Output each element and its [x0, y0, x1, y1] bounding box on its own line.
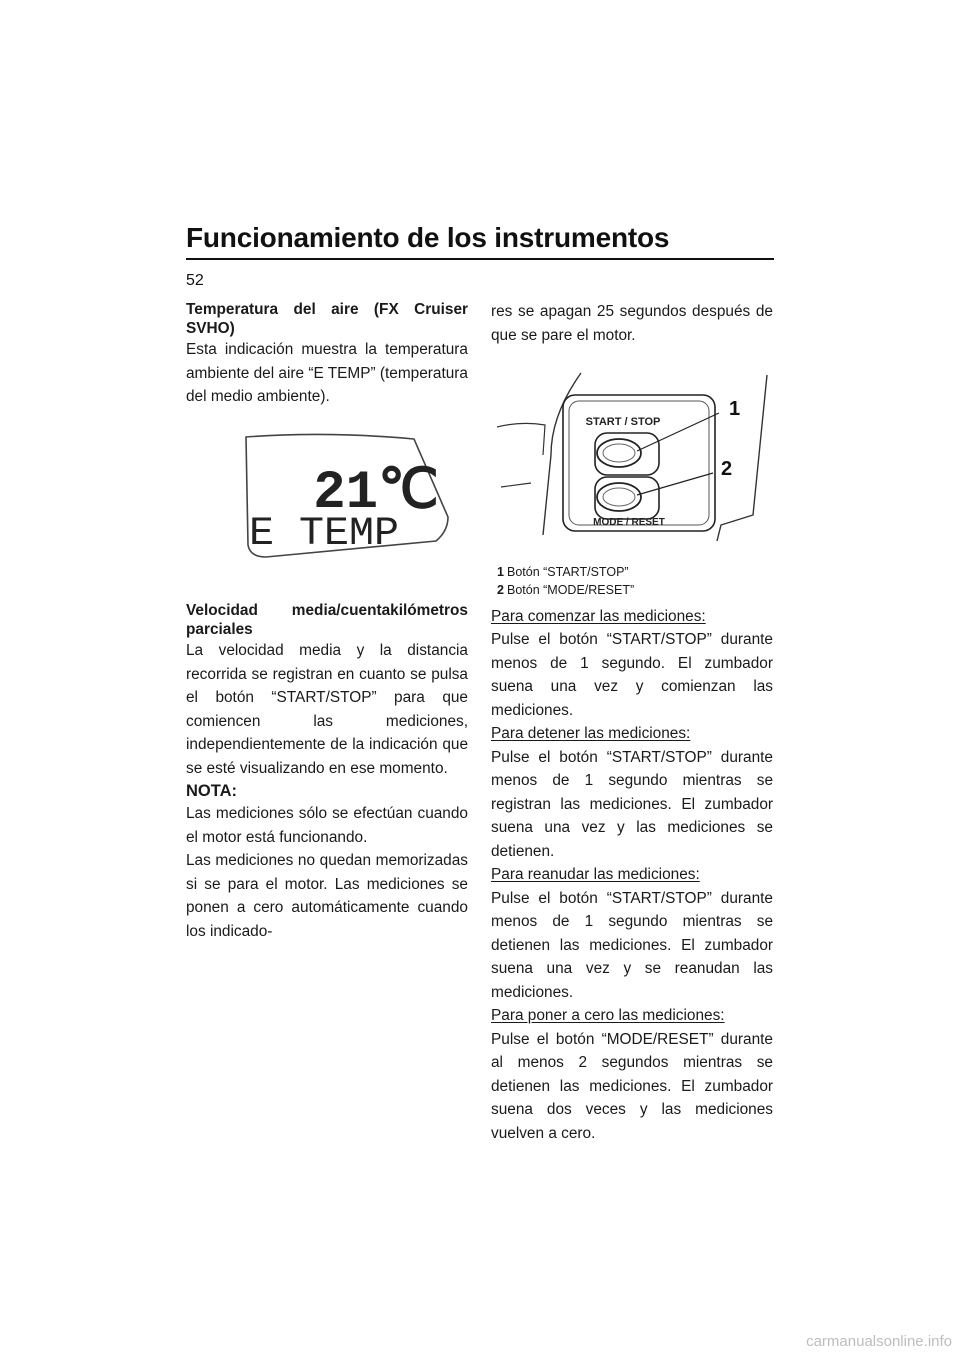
title-rule: [186, 258, 774, 260]
step-heading-stop: Para detener las mediciones:: [491, 725, 691, 742]
page-number: 52: [186, 272, 204, 289]
start-stop-button: [597, 439, 641, 467]
nota-label: NOTA:: [186, 782, 238, 800]
caption-2-number: 2: [497, 582, 504, 597]
start-stop-panel-label: START / STOP: [585, 416, 661, 428]
watermark: carmanualsonline.info: [806, 1333, 952, 1350]
step-heading-reset: Para poner a cero las mediciones:: [491, 1007, 725, 1024]
step-heading-start: Para comenzar las mediciones:: [491, 607, 706, 625]
callout-1: 1: [729, 398, 741, 420]
caption-1-text: Botón “START/STOP”: [507, 564, 629, 579]
buttons-figure: [491, 355, 773, 555]
figure-caption-2: [497, 581, 773, 599]
section-heading-air-temp: Temperatura del aire (FX Cruiser SVHO): [186, 301, 468, 337]
step-body-stop: Pulse el botón “START/STOP” durante menos de 1 segundo mientras se registran las mediciones. El zumbador suena una vez y las mediciones se detienen.: [491, 748, 773, 860]
step-body-start: Pulse el botón “START/STOP” durante menos de 1 segundo. El zumbador suena una vez y comienzan las mediciones.: [491, 631, 773, 719]
lcd-temp-label: E TEMP: [249, 511, 399, 557]
avg-speed-paragraph: La velocidad media y la distancia recorrida se registran en cuanto se pulsa el botón “START/STOP” para que comiencen las mediciones, independientemente de la indicación que se esté visualizando en ese momento.: [186, 642, 468, 777]
lcd-temp-figure: [186, 417, 468, 582]
mode-reset-panel-label: MODE / RESET: [593, 517, 665, 528]
continuation-paragraph: res se apagan 25 segundos después de que se pare el motor.: [491, 303, 773, 344]
nota-paragraph-1: Las mediciones sólo se efectúan cuando el motor está funcionando.: [186, 805, 468, 846]
nota-paragraph-2: Las mediciones no quedan memorizadas si se para el motor. Las mediciones se ponen a cero automáticamente cuando los indicado-: [186, 852, 468, 940]
step-heading-resume: Para reanudar las mediciones:: [491, 866, 700, 883]
lcd-temp-value: 21℃: [313, 462, 439, 524]
figure-caption-1: [497, 563, 773, 581]
callout-2: 2: [721, 458, 733, 480]
step-body-reset: Pulse el botón “MODE/RESET” durante al menos 2 segundos mientras se detienen las mediciones. El zumbador suena dos veces y las mediciones vuelven a cero.: [491, 1030, 773, 1142]
caption-2-text: Botón “MODE/RESET”: [507, 582, 635, 597]
mode-reset-button: [597, 483, 641, 511]
step-body-resume: Pulse el botón “START/STOP” durante menos de 1 segundo mientras se detienen las mediciones. El zumbador suena una vez y se reanudan las mediciones.: [491, 889, 773, 1001]
caption-1-number: 1: [497, 564, 504, 579]
page-title: Funcionamiento de los instrumentos: [186, 222, 670, 253]
air-temp-paragraph: Esta indicación muestra la temperatura ambiente del aire “E TEMP” (temperatura del medio ambiente).: [186, 341, 468, 405]
right-column: [491, 300, 773, 1145]
left-column: [186, 300, 468, 943]
section-heading-avg-speed: Velocidad media/cuentakilómetros parciales: [186, 602, 468, 638]
